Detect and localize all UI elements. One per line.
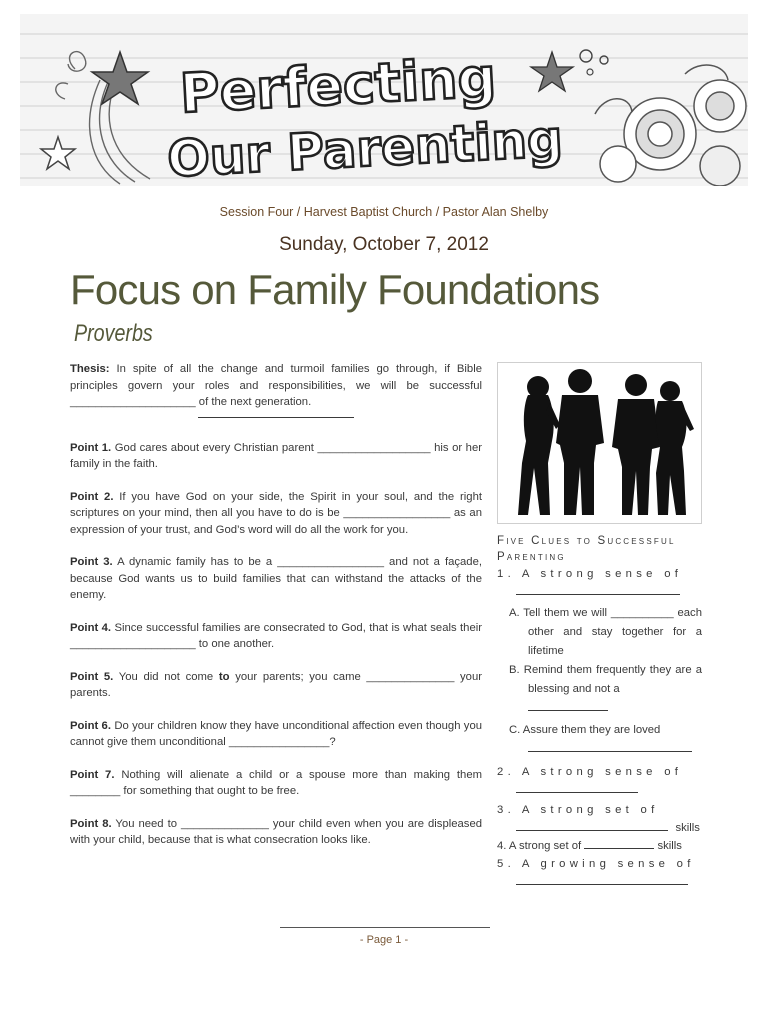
point-text: If you have God on your side, the Spirit in your soul, and the right scriptures on your mind, then all you have to do is be _________________ as an expression of your trust, and God’s word will do all the work for you. [70,490,483,536]
thesis-answer-line [198,417,354,418]
clue-1 [497,565,702,601]
header-banner [20,14,748,186]
point-label: Point 1. [70,441,112,454]
page-number: - Page 1 - [359,934,409,946]
answer-blank [516,819,668,831]
answer-blank [516,873,688,885]
session-info: Session Four / Harvest Baptist Church / Pastor Alan Shelby [219,205,549,219]
clue-3 [497,801,702,837]
point-5 [70,669,482,702]
point-label: Point 2. [70,490,114,503]
subpoint-c: C. Assure them they are loved [509,724,661,736]
banner-title-line1: Perfecting [178,45,498,126]
clue-text: 2. A strong sense of [497,766,683,778]
silhouette-icon [498,363,701,523]
point-text: A dynamic family has to be a _________________ and not a façade, because God wants us to build families that can withstand the attacks of the enemy. [70,556,483,601]
clue-2 [497,763,702,799]
family-silhouette-image [497,362,702,524]
point-text: Do your children know they have unconditional affection even though you cannot give them unconditional ________________? [70,719,483,748]
skills-label: skills [657,840,682,852]
point-2 [70,489,482,539]
answer-blank [528,740,692,752]
point-label: Point 4. [70,621,112,634]
point-label: Point 8. [70,817,112,830]
clue-5 [497,855,702,891]
point-8 [70,816,482,849]
point-6 [70,718,482,751]
session-date: Sunday, October 7, 2012 [279,234,489,255]
point-4 [70,620,482,653]
thesis-text: In spite of all the change and turmoil families go through, if Bible principles govern your roles and responsibilities, we will be successful ____________________ of the next generation. [70,363,483,408]
clue-text: 1. A strong sense of [497,568,683,580]
point-label: Point 7. [70,768,115,781]
clue-text: 4. A strong set of [497,840,582,852]
clue-1-subpoints [497,604,702,759]
five-clues-sidebar [497,533,702,891]
page-subtitle: Proverbs [74,320,153,347]
clue-text: 3. A strong set of [497,804,659,816]
clue-4 [497,837,702,855]
thesis-label: Thesis: [70,363,110,375]
point-label: Point 6. [70,719,111,732]
skills-label: skills [675,822,700,834]
answer-blank [516,583,680,595]
thesis-paragraph [70,361,482,411]
point-emphasis: to [218,670,230,683]
point-text: Since successful families are consecrated to God, that is what seals their ____________________ to one another. [70,621,482,650]
point-text: You did not come [118,670,214,683]
answer-blank [516,781,638,793]
point-3 [70,554,482,604]
clue-text: 5. A growing sense of [497,858,695,870]
sermon-outline [70,361,482,865]
subpoint-a: A. Tell them we will __________ each other and stay together for a lifetime [509,607,702,657]
banner-title-line2: Our Parenting [165,109,565,186]
sidebar-title: Five Clues to Successful Parenting [497,535,676,563]
point-1 [70,440,482,473]
answer-blank [584,837,654,849]
point-text: God cares about every Christian parent __________________ his or her family in the faith. [70,441,482,470]
point-text: Nothing will alienate a child or a spouse more than making them ________ for something that ought to be free. [70,768,483,797]
point-text: your parents; you came ______________ your parents. [70,670,483,699]
point-label: Point 5. [70,670,114,683]
banner-artwork [20,14,748,186]
point-label: Point 3. [70,556,113,568]
answer-blank [528,699,608,711]
point-7 [70,767,482,800]
footer-divider [280,927,490,928]
page-title: Focus on Family Foundations [70,266,600,313]
subpoint-b: B. Remind them frequently they are a blessing and not a [509,664,702,695]
point-text: You need to ______________ your child even when you are displeased with your child, because that is what consecration looks like. [70,817,483,846]
